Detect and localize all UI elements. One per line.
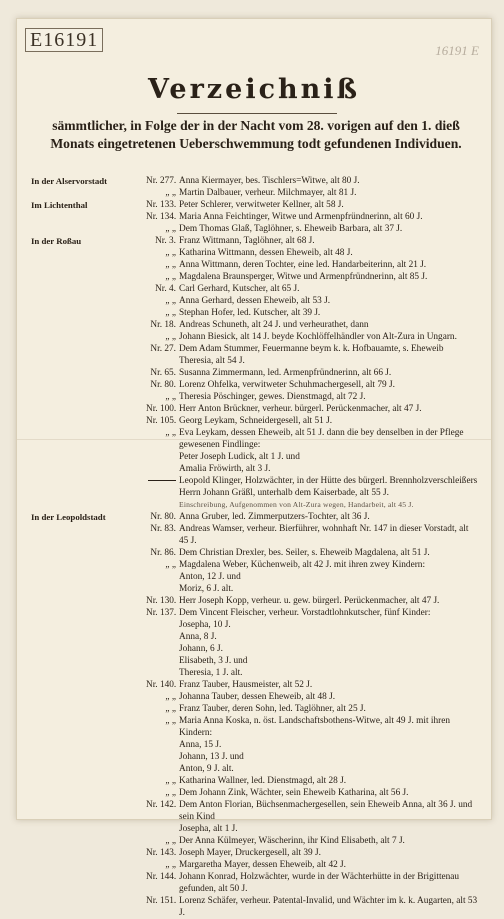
district-label	[31, 583, 143, 595]
entry-text: Lorenz Ohfelka, verwitweter Schuhmachergesell, alt 79 J.	[179, 380, 395, 390]
district-label	[31, 463, 143, 475]
list-entry	[31, 799, 479, 823]
victim-list	[31, 175, 479, 919]
house-number: „ „	[165, 332, 176, 342]
house-number	[146, 655, 176, 667]
house-number	[146, 463, 176, 475]
house-number: Nr. 27.	[150, 344, 176, 354]
list-entry	[31, 307, 479, 319]
house-number: Nr. 151.	[146, 896, 177, 906]
entry-text: Andreas Schuneth, alt 24 J. und verheurathet, dann	[179, 320, 369, 330]
district-label	[31, 859, 143, 871]
district-label	[31, 223, 143, 235]
district-label	[31, 283, 143, 295]
house-number: „ „	[165, 248, 176, 258]
house-number: „ „	[165, 272, 176, 282]
house-number	[146, 619, 176, 631]
list-entry	[31, 559, 479, 571]
district-label	[31, 547, 143, 559]
list-entry	[31, 211, 479, 223]
list-entry	[31, 775, 479, 787]
district-label	[31, 643, 143, 655]
list-entry	[31, 427, 479, 451]
district-label	[31, 331, 143, 343]
list-entry	[31, 835, 479, 847]
district-label: In der Roßau	[31, 236, 82, 246]
list-entry	[31, 703, 479, 715]
list-entry	[31, 595, 479, 607]
house-number: Nr. 86.	[150, 548, 176, 558]
entry-text: Herr Joseph Kopp, verheur. u. gew. bürgerl. Perückenmacher, alt 47 J.	[179, 596, 440, 606]
house-number: „ „	[165, 224, 176, 234]
entry-text: Dem Vincent Fleischer, verheur. Vorstadtlohnkutscher, fünf Kinder:	[179, 608, 431, 618]
house-number: „ „	[165, 560, 176, 570]
entry-text: Peter Joseph Ludick, alt 1 J. und	[179, 452, 300, 462]
house-number: Nr. 4.	[155, 284, 176, 294]
entry-text: Herr Anton Brückner, verheur. bürgerl. Perückenmacher, alt 47 J.	[179, 404, 422, 414]
house-number: Nr. 277.	[146, 176, 177, 186]
list-entry	[31, 331, 479, 343]
list-entry	[31, 583, 479, 595]
entry-text: Georg Leykam, Schneidergesell, alt 51 J.	[179, 416, 333, 426]
list-entry	[31, 259, 479, 271]
list-entry	[31, 607, 479, 619]
list-entry	[31, 295, 479, 307]
document-sheet	[16, 18, 492, 918]
entry-text: Johanna Tauber, dessen Eheweib, alt 48 J.	[179, 692, 336, 702]
house-number: „ „	[165, 860, 176, 870]
entry-text: Magdalena Weber, Küchenweib, alt 42 J. mit ihren zwey Kindern:	[179, 560, 426, 570]
district-label: In der Leopoldstadt	[31, 512, 106, 522]
entry-text: Anna, 15 J.	[179, 740, 222, 750]
district-label	[31, 823, 143, 835]
district-label	[31, 607, 143, 619]
house-number: „ „	[165, 788, 176, 798]
district-label: Im Lichtenthal	[31, 200, 88, 210]
entry-text: Andreas Wamser, verheur. Bierführer, wohnhaft Nr. 147 in dieser Vorstadt, alt 45 J.	[179, 524, 469, 546]
house-number: Nr. 100.	[146, 404, 177, 414]
entry-text: Maria Anna Feichtinger, Witwe und Armenpfründnerinn, alt 60 J.	[179, 212, 423, 222]
list-entry	[31, 847, 479, 859]
house-number: Nr. 80.	[150, 380, 176, 390]
district-label	[31, 367, 143, 379]
list-entry	[31, 499, 479, 511]
house-number	[146, 667, 176, 679]
district-label	[31, 415, 143, 427]
list-entry	[31, 463, 479, 475]
list-entry	[31, 271, 479, 283]
list-entry	[31, 679, 479, 691]
house-number	[146, 451, 176, 463]
list-entry	[31, 343, 479, 367]
entry-text: Leopold Klinger, Holzwächter, in der Hütte des bürgerl. Brennholzverschleißers Herrn Johann Gräßl, unterhalb dem Kaiserbade, alt 55 J.	[179, 476, 478, 498]
entry-text: Anna, 8 J.	[179, 632, 217, 642]
entry-text: Maria Anna Koska, n. öst. Landschaftsbothens-Witwe, alt 49 J. mit ihren Kindern:	[179, 716, 450, 738]
district-label	[31, 619, 143, 631]
entry-text: Franz Tauber, Hausmeister, alt 52 J.	[179, 680, 313, 690]
entry-text: Theresia Pöschinger, gewes. Dienstmagd, alt 72 J.	[179, 392, 366, 402]
entry-text: Josepha, 10 J.	[179, 620, 231, 630]
page-title: Verzeichniß	[147, 74, 361, 105]
district-label	[31, 787, 143, 799]
entry-text: Dem Johann Zink, Wächter, sein Eheweib Katharina, alt 56 J.	[179, 788, 409, 798]
list-entry	[31, 667, 479, 679]
page-subtitle: sämmtlicher, in Folge der in der Nacht vom 28. vorigen auf den 1. dieß Monats eingetretenen Ueberschwemmung todt gefundenen Individuen.	[50, 118, 462, 151]
district-label	[31, 427, 143, 451]
entry-text: Katharina Wallner, led. Dienstmagd, alt 28 J.	[179, 776, 347, 786]
entry-text: Theresia, 1 J. alt.	[179, 668, 243, 678]
entry-text: Anna Gerhard, dessen Eheweib, alt 53 J.	[179, 296, 331, 306]
list-entry	[31, 691, 479, 703]
district-label	[31, 667, 143, 679]
district-label	[31, 871, 143, 895]
district-label	[31, 703, 143, 715]
house-number: Nr. 3.	[155, 236, 176, 246]
list-entry	[31, 571, 479, 583]
house-number: „ „	[165, 392, 176, 402]
list-entry	[31, 403, 479, 415]
district-label	[31, 343, 143, 367]
entry-text: Katharina Wittmann, dessen Eheweib, alt 48 J.	[179, 248, 353, 258]
house-number: Nr. 18.	[150, 320, 176, 330]
house-number	[146, 739, 176, 751]
entry-text: Eva Leykam, dessen Eheweib, alt 51 J. dann die bey denselben in der Pflege gewesenen Findlinge:	[179, 428, 464, 450]
entry-text: Anna Kiermayer, bes. Tischlers=Witwe, alt 80 J.	[179, 176, 360, 186]
house-number: „ „	[165, 188, 176, 198]
house-number: Nr. 83.	[150, 524, 176, 534]
district-label	[31, 571, 143, 583]
entry-text: Peter Schlerer, verwitweter Kellner, alt 58 J.	[179, 200, 344, 210]
district-label	[31, 475, 143, 499]
entry-text: Martin Dalbauer, verheur. Milchmayer, alt 81 J.	[179, 188, 357, 198]
entry-text: Dem Anton Florian, Büchsenmachergesellen, sein Eheweib Anna, alt 36 J. und sein Kind	[179, 800, 473, 822]
entry-text: Franz Tauber, deren Sohn, led. Taglöhner, alt 25 J.	[179, 704, 366, 714]
district-label	[31, 247, 143, 259]
entry-text: Anna Gruber, led. Zimmerputzers-Tochter, alt 36 J.	[179, 512, 370, 522]
district-label	[31, 751, 143, 763]
list-entry	[31, 451, 479, 463]
list-entry	[31, 247, 479, 259]
list-entry	[31, 379, 479, 391]
house-number: Nr. 137.	[146, 608, 177, 618]
entry-text: Der Anna Külmeyer, Wäscherinn, ihr Kind Elisabeth, alt 7 J.	[179, 836, 405, 846]
list-entry	[31, 895, 479, 919]
archive-stamp: E16191	[25, 28, 103, 52]
entry-text: Johann Konrad, Holzwächter, wurde in der Wächterhütte in der Brigittenau gefunden, alt 50 J.	[179, 872, 460, 894]
list-entry	[31, 715, 479, 739]
list-entry	[31, 739, 479, 751]
list-entry	[31, 283, 479, 295]
list-entry	[31, 175, 479, 187]
district-label	[31, 307, 143, 319]
house-number	[146, 643, 176, 655]
list-entry	[31, 199, 479, 211]
entry-text: Lorenz Schäfer, verheur. Patental-Invalid, und Wächter im k. k. Augarten, alt 53 J.	[179, 896, 478, 918]
list-entry	[31, 319, 479, 331]
district-label	[31, 295, 143, 307]
list-entry	[31, 415, 479, 427]
district-label	[31, 595, 143, 607]
district-label	[31, 739, 143, 751]
entry-text: Joseph Mayer, Druckergesell, alt 39 J.	[179, 848, 321, 858]
dash-separator	[148, 480, 176, 481]
list-entry	[31, 223, 479, 235]
house-number: Nr. 144.	[146, 872, 177, 882]
house-number: Nr. 80.	[150, 512, 176, 522]
district-label	[31, 691, 143, 703]
house-number: „ „	[165, 692, 176, 702]
house-number: „ „	[165, 704, 176, 714]
entry-text: Johann, 13 J. und	[179, 752, 244, 762]
house-number: Nr. 133.	[146, 200, 177, 210]
list-entry	[31, 823, 479, 835]
house-number: Nr. 143.	[146, 848, 177, 858]
list-entry	[31, 871, 479, 895]
entry-text: Susanna Zimmermann, led. Armenpfründnerinn, alt 66 J.	[179, 368, 392, 378]
district-label	[31, 835, 143, 847]
list-entry	[31, 475, 479, 499]
list-entry	[31, 619, 479, 631]
house-number: Nr. 142.	[146, 800, 177, 810]
district-label	[31, 631, 143, 643]
house-number	[146, 763, 176, 775]
list-entry	[31, 523, 479, 547]
pencil-annotation: 16191 E	[435, 43, 479, 58]
district-label	[31, 847, 143, 859]
list-entry	[31, 859, 479, 871]
district-label	[31, 715, 143, 739]
list-entry	[31, 367, 479, 379]
list-entry	[31, 187, 479, 199]
house-number	[146, 583, 176, 595]
house-number	[146, 823, 176, 835]
district-label	[31, 403, 143, 415]
district-label	[31, 799, 143, 823]
entry-text: Anna Wittmann, deren Tochter, eine led. Handarbeiterinn, alt 21 J.	[179, 260, 427, 270]
district-label	[31, 187, 143, 199]
list-entry	[31, 547, 479, 559]
district-label	[31, 775, 143, 787]
entry-text: Johann, 6 J.	[179, 644, 223, 654]
title-divider	[177, 113, 337, 114]
entry-text: Anton, 9 J. alt.	[179, 764, 234, 774]
list-entry	[31, 643, 479, 655]
district-label	[31, 451, 143, 463]
entry-text: Elisabeth, 3 J. und	[179, 656, 248, 666]
district-label	[31, 211, 143, 223]
district-label	[31, 391, 143, 403]
list-entry	[31, 391, 479, 403]
entry-text: Carl Gerhard, Kutscher, alt 65 J.	[179, 284, 300, 294]
house-number	[146, 571, 176, 583]
house-number: „ „	[165, 260, 176, 270]
entry-text: Franz Wittmann, Taglöhner, alt 68 J.	[179, 236, 315, 246]
house-number: Nr. 130.	[146, 596, 177, 606]
district-label	[31, 895, 143, 919]
house-number: Nr. 134.	[146, 212, 177, 222]
district-label	[31, 679, 143, 691]
list-entry	[31, 763, 479, 775]
entry-text: Margaretha Mayer, dessen Eheweib, alt 42 J.	[179, 860, 347, 870]
entry-text: Johann Biesick, alt 14 J. beyde Kochlöffelhändler von Alt-Zura in Ungarn.	[179, 332, 457, 342]
district-label	[31, 379, 143, 391]
house-number: Nr. 65.	[150, 368, 176, 378]
house-number: „ „	[165, 308, 176, 318]
house-number	[146, 751, 176, 763]
handwritten-note: Einschreibung, Aufgenommen von Alt-Zura wegen, Handarbeit, alt 45 J.	[179, 500, 414, 509]
house-number	[146, 631, 176, 643]
district-label	[31, 763, 143, 775]
district-label	[31, 271, 143, 283]
district-label	[31, 655, 143, 667]
district-label	[31, 559, 143, 571]
list-entry	[31, 631, 479, 643]
house-number: „ „	[165, 716, 176, 726]
list-entry	[31, 511, 479, 523]
district-label	[31, 523, 143, 547]
house-number: Nr. 140.	[146, 680, 177, 690]
entry-text: Josepha, alt 1 J.	[179, 824, 238, 834]
entry-text: Dem Thomas Glaß, Taglöhner, s. Eheweib Barbara, alt 37 J.	[179, 224, 403, 234]
entry-text: Stephan Hofer, led. Kutscher, alt 39 J.	[179, 308, 321, 318]
district-label	[31, 499, 143, 511]
district-label: In der Alservorstadt	[31, 176, 108, 186]
entry-text: Moriz, 6 J. alt.	[179, 584, 234, 594]
house-number	[146, 475, 176, 499]
house-number	[146, 499, 176, 511]
entry-text: Magdalena Braunsperger, Witwe und Armenpfründnerinn, alt 85 J.	[179, 272, 428, 282]
entry-text: Amalia Fröwirth, alt 3 J.	[179, 464, 271, 474]
house-number: Nr. 105.	[146, 416, 177, 426]
house-number: „ „	[165, 296, 176, 306]
district-label	[31, 259, 143, 271]
house-number: „ „	[165, 836, 176, 846]
house-number: „ „	[165, 428, 176, 438]
list-entry	[31, 787, 479, 799]
house-number: „ „	[165, 776, 176, 786]
list-entry	[31, 655, 479, 667]
list-entry	[31, 751, 479, 763]
district-label	[31, 319, 143, 331]
entry-text: Dem Adam Stummer, Feuermanne beym k. k. Hofbauamte, s. Eheweib Theresia, alt 54 J.	[179, 344, 444, 366]
entry-text: Anton, 12 J. und	[179, 572, 241, 582]
list-entry	[31, 235, 479, 247]
entry-text: Dem Christian Drexler, bes. Seiler, s. Eheweib Magdalena, alt 51 J.	[179, 548, 430, 558]
